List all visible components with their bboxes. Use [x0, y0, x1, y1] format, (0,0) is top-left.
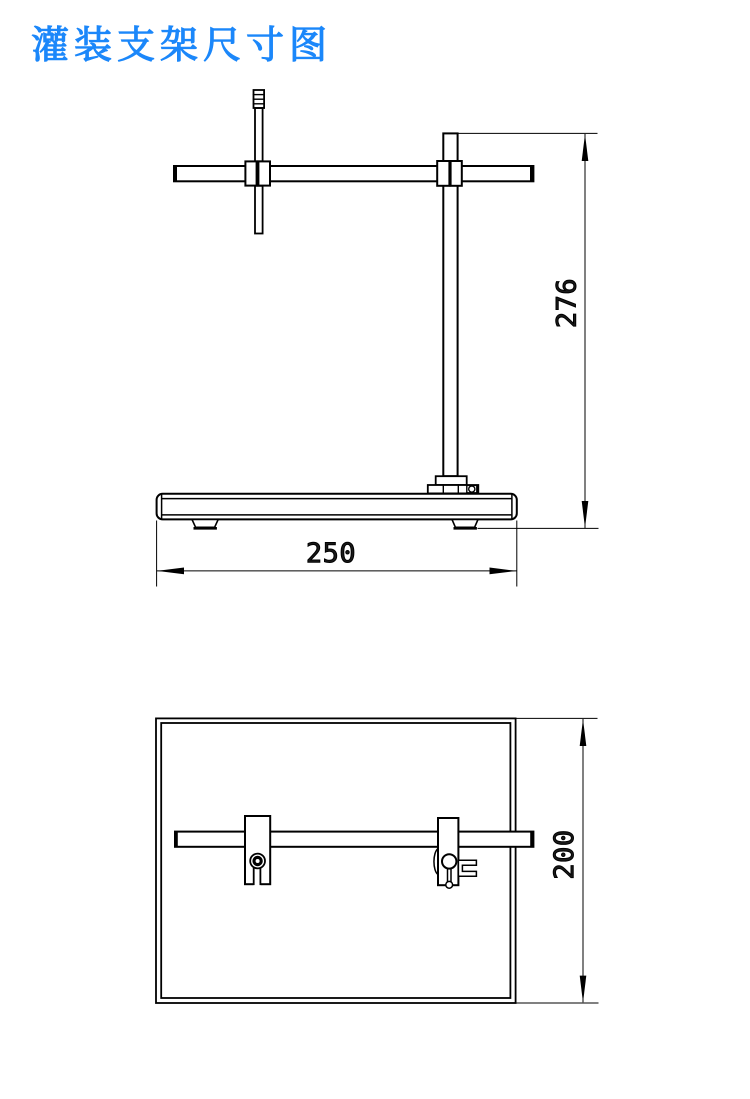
- arrow-left-icon: [157, 568, 184, 575]
- bar-right-cap: [530, 166, 533, 181]
- base-plate: [157, 494, 517, 520]
- dimension-width: [157, 521, 517, 586]
- top-left-clamp: [245, 816, 270, 886]
- clamp-knob: [442, 854, 456, 868]
- arrow-up-icon: [580, 719, 587, 746]
- cross-bar: [174, 166, 534, 181]
- arrow-down-icon: [580, 976, 587, 1003]
- bar-right-cap: [530, 832, 533, 847]
- dimension-depth: [516, 718, 598, 1003]
- dimension-width-label: 250: [305, 538, 357, 569]
- post-clamp: [437, 161, 462, 186]
- arrow-up-icon: [582, 134, 589, 161]
- post-mount: [428, 476, 479, 493]
- arrow-right-icon: [490, 568, 517, 575]
- top-cross-bar: [175, 832, 534, 847]
- dimension-height: [458, 133, 598, 528]
- top-view: [156, 718, 598, 1003]
- left-foot: [192, 519, 218, 527]
- dimension-depth-label: 200: [549, 829, 580, 880]
- right-foot: [452, 519, 478, 527]
- arrow-down-icon: [582, 501, 589, 528]
- stem-end: [446, 881, 453, 888]
- rod-clamp: [245, 161, 270, 185]
- base-feet: [192, 519, 478, 528]
- page-title: 灌装支架尺寸图: [31, 25, 333, 67]
- bar-left-cap: [174, 166, 177, 181]
- bar-left-cap: [175, 832, 178, 847]
- front-view: [157, 90, 534, 528]
- dimension-height-label: 276: [551, 277, 583, 329]
